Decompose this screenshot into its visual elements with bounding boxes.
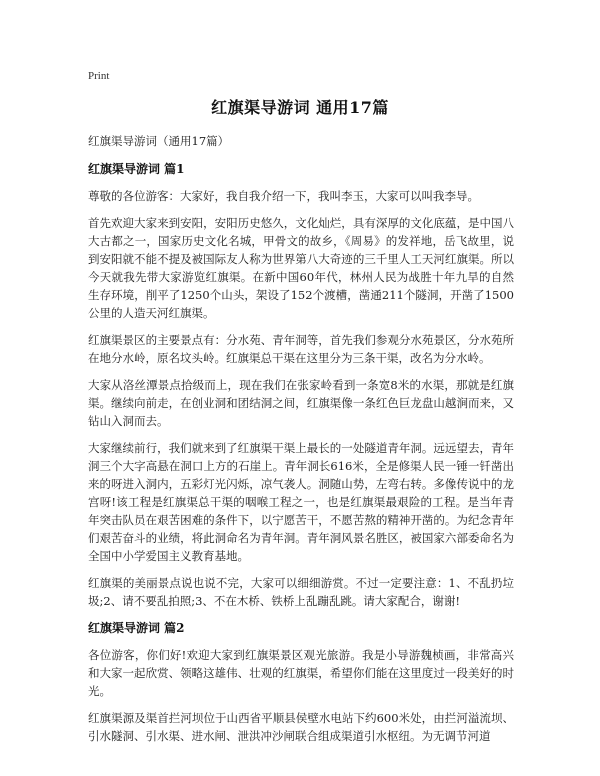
paragraph: 大家从洛丝潭景点拾级而上，现在我们在张家岭看到一条宽8米的水渠，那就是红旗渠。继续向前走，在创业洞和团结洞之间，红旗渠像一条红色巨龙盘山越涧而来，又钻山入洞而去。 [88,378,514,428]
paragraph: 红旗渠景区的主要景点有：分水苑、青年洞等，首先我们参观分水苑景区，分水苑所在地分水岭，原名坟头岭。红旗渠总干渠在这里分为三条干渠，改名为分水岭。 [88,333,514,365]
print-link[interactable]: Print [88,70,110,82]
section-heading: 红旗渠导游词 篇2 [88,621,185,635]
document-body [88,132,514,754]
paragraph: 红旗渠的美丽景点说也说不完，大家可以细细游赏。不过一定要注意：1、不乱扔垃圾;2、请不要乱拍照;3、不在木桥、铁桥上乱蹦乱跳。请大家配合，谢谢! [88,576,514,608]
section-2 [88,619,514,745]
paragraph: 红旗渠源及渠首拦河坝位于山西省平顺县侯壁水电站下约600米处，由拦河溢流坝、引水隧洞、引水渠、进水闸、泄洪冲沙闸联合组成渠道引水枢纽。为无调节河道 [88,711,514,743]
paragraph: 各位游客，你们好!欢迎大家到红旗渠景区观光旅游。我是小导游魏桢画，非常高兴和大家一起欣赏、领略这雄伟、壮观的红旗渠，希望你们能在这里度过一段美好的时光。 [88,648,514,698]
section-1 [88,160,514,610]
paragraph: 首先欢迎大家来到安阳，安阳历史悠久，文化灿烂，具有深厚的文化底蕴，是中国八大古都之一，国家历史文化名城，甲骨文的故乡，《周易》的发祥地，岳飞故里，说到安阳就不能不提及被国际友人称为世界第八大奇迹的三千里人工天河红旗渠。所以今天就我先带大家游览红旗渠。在新中国60年代，林州人民为战胜十年九旱的自然生存环境，削平了1250个山头，架设了152个渡槽，凿通211个隧洞，开凿了1500公里的人造天河红旗渠。 [88,216,514,320]
section-heading: 红旗渠导游词 篇1 [88,162,185,176]
paragraph: 大家继续前行，我们就来到了红旗渠干渠上最长的一处隧道青年洞。远远望去，青年洞三个大字高悬在洞口上方的石崖上。青年洞长616米，全是修渠人民一锤一钎凿出来的呀进入洞内，五彩灯光闪烁，凉气袭人。洞随山势，左弯右转。多像传说中的龙宫呀!该工程是红旗渠总干渠的咽喉工程之一，也是红旗渠最艰险的工程。是当年青年突击队员在艰苦困难的条件下，以宁愿苦干，不愿苦熬的精神开凿的。为纪念青年们艰苦奋斗的业绩，将此洞命名为青年洞。青年洞风景名胜区，被国家六部委命名为全国中小学爱国主义教育基地。 [88,441,514,563]
document-subtitle: 红旗渠导游词（通用17篇） [88,134,230,148]
paragraph: 尊敬的各位游客：大家好，我自我介绍一下，我叫李玉，大家可以叫我李导。 [88,189,479,203]
page-title: 红旗渠导游词 通用17篇 [211,98,389,117]
